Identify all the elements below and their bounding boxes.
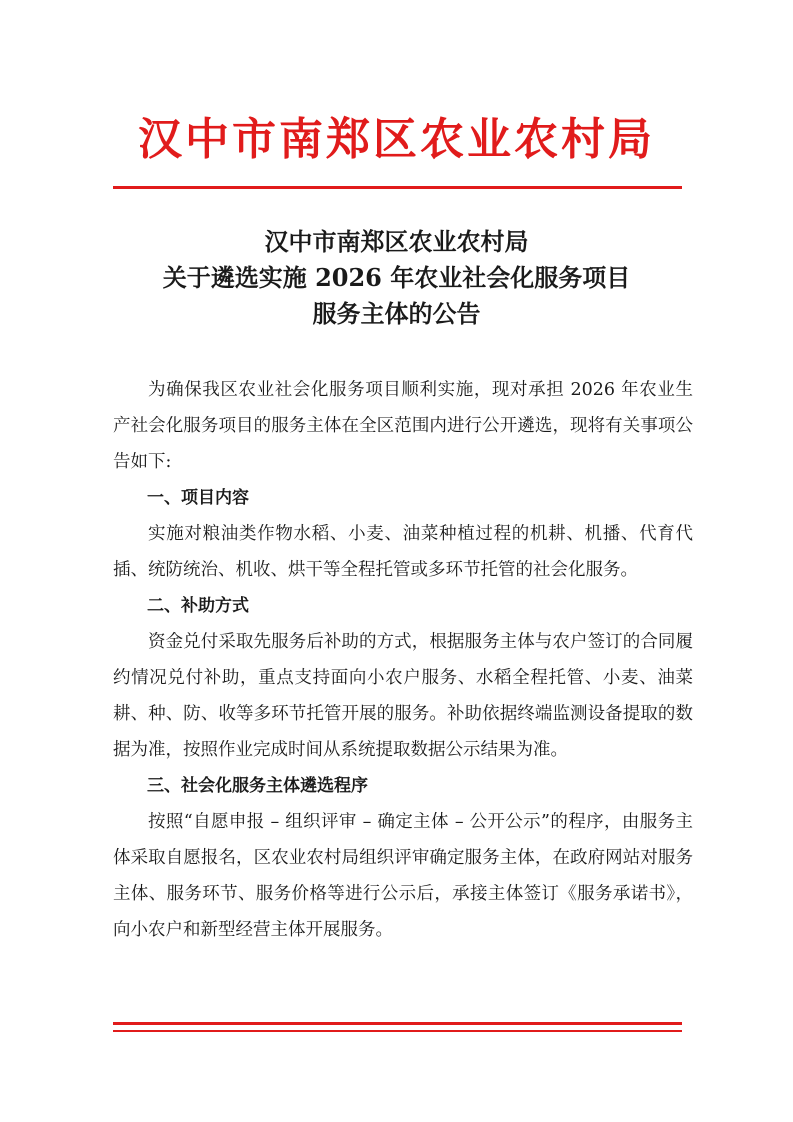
footer-red-rule-upper bbox=[113, 1022, 682, 1025]
section-text-subsidy-method: 资金兑付采取先服务后补助的方式，根据服务主体与农户签订的合同履约情况兑付补助，重点支持面向小农户服务、水稻全程托管、小麦、油菜耕、种、防、收等多环节托管开展的服务。补助依据终端监测设备提取的数据为准，按照作业完成时间从系统提取数据公示结果为准。 bbox=[113, 632, 693, 760]
footer-red-rule-lower bbox=[113, 1030, 682, 1032]
letterhead-red-rule bbox=[113, 186, 682, 189]
section-text-selection-procedure: 按照“自愿申报 – 组织评审 – 确定主体 – 公开公示”的程序，由服务主体采取自愿报名，区农业农村局组织评审确定服务主体，在政府网站对服务主体、服务环节、服务价格等进行公示后，承接主体签订《服务承诺书》，向小农户和新型经营主体开展服务。 bbox=[113, 812, 693, 940]
document-title bbox=[0, 224, 793, 332]
section-heading-project-content: 一、项目内容 bbox=[147, 488, 249, 508]
title-line-1: 汉中市南郑区农业农村局 bbox=[264, 227, 529, 256]
title-line-3: 服务主体的公告 bbox=[312, 299, 481, 328]
section-text-project-content: 实施对粮油类作物水稻、小麦、油菜种植过程的机耕、机播、代育代插、统防统治、机收、烘干等全程托管或多环节托管的社会化服务。 bbox=[113, 524, 693, 580]
letterhead-org-name: 汉中市南郑区农业农村局 bbox=[138, 114, 655, 165]
title-line-2: 关于遴选实施 2026 年农业社会化服务项目 bbox=[162, 263, 631, 292]
intro-paragraph: 为确保我区农业社会化服务项目顺利实施，现对承担 2026 年农业生产社会化服务项目的服务主体在全区范围内进行公开遴选，现将有关事项公告如下: bbox=[113, 380, 693, 472]
section-heading-subsidy-method: 二、补助方式 bbox=[147, 596, 249, 616]
section-heading-selection-procedure: 三、社会化服务主体遴选程序 bbox=[147, 776, 368, 796]
document-body bbox=[113, 372, 693, 948]
